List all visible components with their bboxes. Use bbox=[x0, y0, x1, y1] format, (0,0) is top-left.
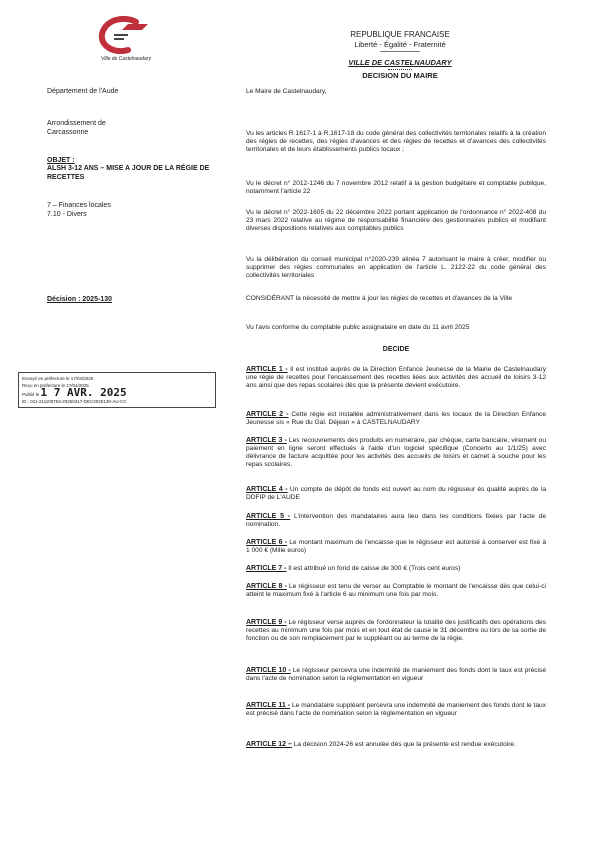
article-title: ARTICLE 1 - bbox=[246, 366, 288, 373]
motto-divider bbox=[380, 51, 420, 52]
article-4 bbox=[246, 486, 546, 502]
article-title: ARTICLE 9 - bbox=[246, 619, 287, 626]
article-10 bbox=[246, 667, 546, 683]
document-header bbox=[300, 30, 500, 81]
article-text: Le régisseur percevra une indemnité de maniement des fonds dont le taux est précisé dans l'acte de nomination selon la réglementation en vigueur bbox=[246, 667, 546, 682]
vu-deliberation: Vu la délibération du conseil municipal n°2020-239 alinéa 7 autorisant le maire à créer, modifier ou supprimer des régies communales en application de l'article L. 2122-22 du code général des collectivités territoriales bbox=[246, 256, 546, 279]
article-text: Les recouvrements des produits en numéraire, par chèque, carte bancaire, virement ou paiement en ligne seront effectués à l'aide d'un logiciel spécifique (Concerto au 1/1/25) avec délivrance de facture acquittée pour les activités des accueils de loisirs et carnet à souche pour les repas scolaires. bbox=[246, 437, 546, 468]
stamp-sent: Envoyé en préfecture le 17/04/2025 bbox=[22, 376, 94, 381]
article-1 bbox=[246, 366, 546, 390]
article-9 bbox=[246, 619, 546, 643]
article-title: ARTICLE 12 – bbox=[246, 741, 292, 748]
intro: Le Maire de Castelnaudary, bbox=[246, 88, 327, 95]
objet-text: ALSH 3-12 ANS – MISE A JOUR DE LA RÉGIE DE RECETTES bbox=[47, 165, 210, 181]
vu-code: Vu les articles R.1617-1 à R.1617-18 du code général des collectivités territoriales relatifs à la création des régies de recettes, des régies d'avances et des régies de recettes et d'avances des collectivités territoriales et de leurs établissements publics locaux ; bbox=[246, 130, 546, 153]
article-text: Il est attribué un fond de caisse de 300 € (Trois cent euros) bbox=[288, 565, 461, 572]
stamp-published bbox=[22, 386, 212, 399]
decision-number: Décision : 2025-130 bbox=[47, 296, 112, 303]
article-title: ARTICLE 11 - bbox=[246, 702, 291, 709]
article-title: ARTICLE 6 - bbox=[246, 539, 288, 546]
article-12 bbox=[246, 741, 546, 749]
article-6 bbox=[246, 539, 546, 555]
category-sub: 7.10 - Divers bbox=[47, 211, 87, 218]
article-text: L'intervention des mandataires aura lieu dans les conditions fixées par l'acte de nomination. bbox=[246, 513, 546, 528]
vu-avis: Vu l'avis conforme du comptable public assignataire en date du 11 avril 2025 bbox=[246, 324, 470, 331]
stamp-received: Reçu en préfecture le 17/04/2025 bbox=[22, 383, 89, 388]
article-3 bbox=[246, 437, 546, 469]
republic-title: REPUBLIQUE FRANCAISE bbox=[350, 30, 450, 39]
vu-decret-2022: Vu le décret n° 2022-1605 du 22 décembre 2022 portant application de l'ordonnance n° 2022-408 du 23 mars 2022 relative au régime de responsabilité financière des gestionnaires publics et modifiant diverses dispositions relatives aux comptables publics bbox=[246, 209, 546, 232]
article-8 bbox=[246, 583, 546, 599]
stamp-published-date: 1 7 AVR. 2025 bbox=[40, 386, 127, 399]
article-text: La décision 2024-26 est annulée dès que la présente est rendue exécutoire. bbox=[293, 741, 516, 748]
decision-title: DECISION DU MAIRE bbox=[362, 71, 438, 80]
article-text: Cette régie est installée administrativement dans les locaux de la Direction Enfance Jeunesse sis « Rue du Gal. Déjean » à CASTELNAUDARY bbox=[246, 411, 546, 426]
article-title: ARTICLE 2 - bbox=[246, 411, 289, 418]
ville-title: VILLE DE CASTELNAUDARY bbox=[348, 58, 452, 67]
stamp-id: ID : 011-211100763-20250417-DEC2025130-AU-CC bbox=[22, 399, 127, 404]
article-title: ARTICLE 7 - bbox=[246, 565, 287, 572]
article-5 bbox=[246, 513, 546, 529]
article-text: Un compte de dépôt de fonds est ouvert au nom du régisseur ès qualité auprès de la DDFIP de L'AUDE bbox=[246, 486, 546, 501]
article-2 bbox=[246, 411, 546, 427]
article-text: Il est institué auprès de la Direction Enfance Jeunesse de la Mairie de Castelnaudary une régie de recettes pour l'encaissement des recettes liées aux activités des accueil de loisirs 3-12 ans ainsi que des repas scolaires dès que la présente devient exécutoire. bbox=[246, 366, 546, 389]
decide-heading: DECIDE bbox=[382, 346, 410, 353]
article-text: Le régisseur verse auprès de l'ordonnateur la totalité des justificatifs des opérations des recettes au minimum une fois par mois et en tout état de cause le 31 décembre ou lors de sa sortie de fonction ou de son remplacement par le suppléant ou au terme de la régie. bbox=[246, 619, 547, 642]
article-title: ARTICLE 3 - bbox=[246, 437, 287, 444]
considerant: CONSIDÉRANT la nécessité de mettre à jour les régies de recettes et d'avances de la Ville bbox=[246, 295, 512, 302]
logo-caption: Ville de Castelnaudary bbox=[101, 56, 151, 62]
article-text: Le mandataire suppléant percevra une indemnité de maniement des fonds dont le taux est précisé dans l'acte de nomination selon la réglementation en vigueur bbox=[246, 702, 546, 717]
republic-motto: Liberté - Égalité - Fraternité bbox=[354, 40, 446, 49]
stamp-published-label: Publié le bbox=[22, 392, 40, 397]
article-11 bbox=[246, 702, 546, 718]
article-title: ARTICLE 4 - bbox=[246, 486, 288, 493]
department: Département de l'Aude bbox=[47, 88, 119, 95]
arrondissement: Arrondissement de Carcassonne bbox=[47, 120, 106, 136]
category-main: 7 – Finances locales bbox=[47, 202, 111, 209]
article-title: ARTICLE 8 - bbox=[246, 583, 287, 590]
prefecture-stamp bbox=[18, 372, 216, 408]
article-7 bbox=[246, 565, 546, 573]
article-text: Le régisseur est tenu de verser au Comptable le montant de l'encaisse dès que celui-ci atteint le maximum fixé à l'article 6 au minimum une fois par mois. bbox=[246, 583, 546, 598]
article-title: ARTICLE 5 - bbox=[246, 513, 291, 520]
vu-decret-2012: Vu le décret n° 2012-1246 du 7 novembre 2012 relatif à la gestion budgétaire et comptable publique, notamment l'article 22 bbox=[246, 180, 546, 195]
objet-label: OBJET : bbox=[47, 157, 75, 164]
article-title: ARTICLE 10 - bbox=[246, 667, 291, 674]
title-divider bbox=[388, 69, 412, 70]
article-text: Le montant maximum de l'encaisse que le régisseur est autorisé à conserver est fixé à 1 000 € (Mille euros) bbox=[246, 539, 547, 554]
